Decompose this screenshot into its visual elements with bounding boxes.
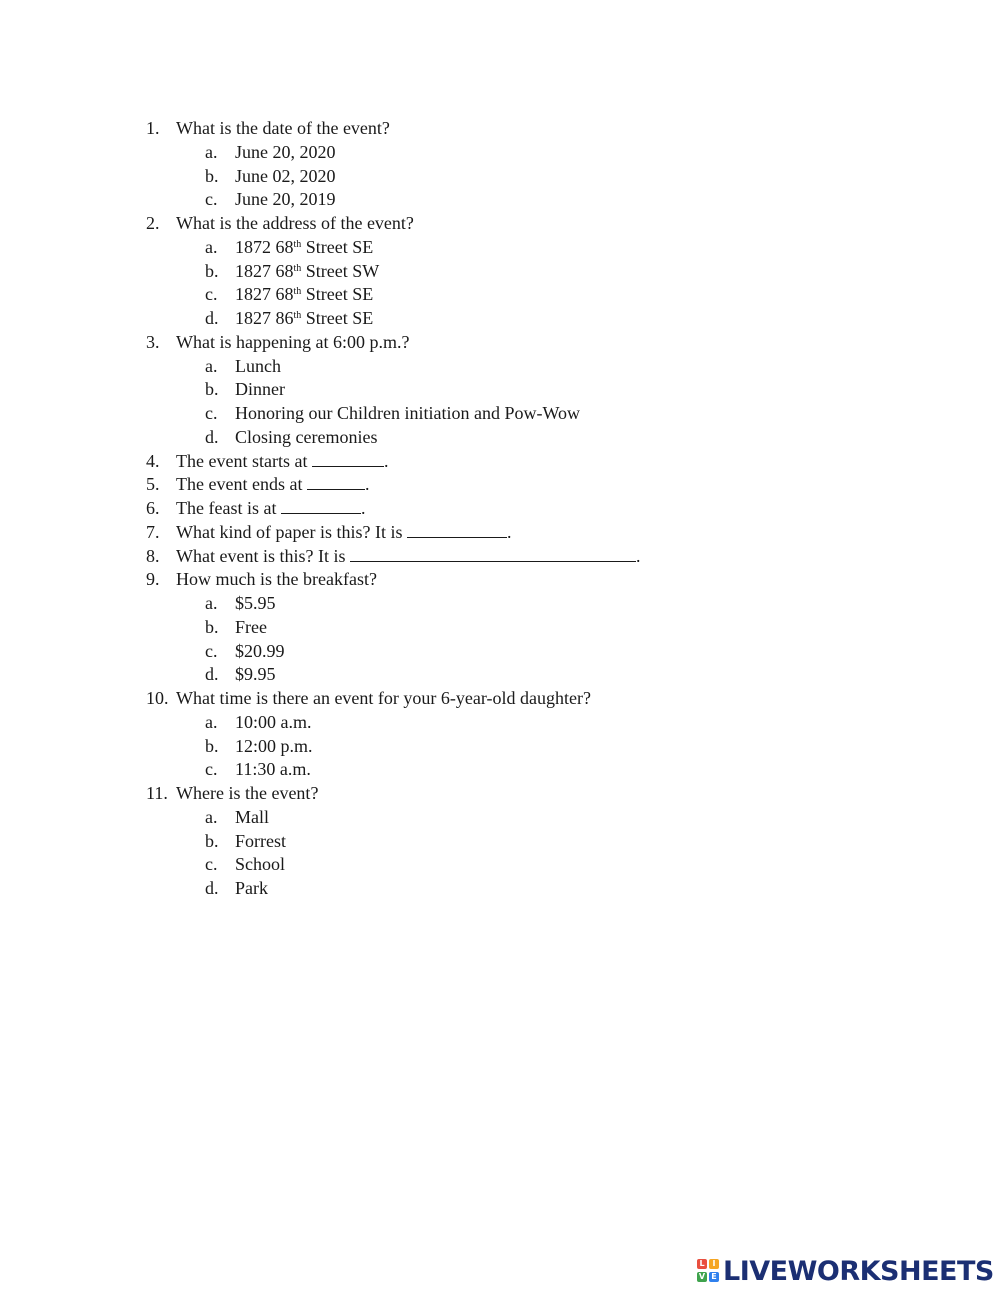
logo-cubes-icon bbox=[697, 1258, 721, 1284]
option-text[interactable]: 12:00 p.m. bbox=[235, 735, 313, 756]
question-number: 1. bbox=[146, 118, 160, 138]
option-letter: c. bbox=[205, 189, 218, 210]
option-letter: b. bbox=[205, 165, 219, 186]
question-end-punct: . bbox=[383, 450, 389, 471]
answer-blank[interactable] bbox=[307, 475, 365, 490]
option-text-main: 1872 68 bbox=[235, 236, 294, 257]
option-text[interactable] bbox=[235, 282, 373, 306]
option-letter: a. bbox=[205, 806, 218, 827]
option-text[interactable] bbox=[235, 259, 379, 283]
option-letter: b. bbox=[205, 379, 219, 400]
option-text[interactable]: Lunch bbox=[235, 355, 281, 376]
question-end-punct: . bbox=[506, 521, 512, 542]
question-label: What event is this? It is bbox=[176, 545, 346, 566]
option-text[interactable] bbox=[235, 235, 373, 259]
question-label: What is the address of the event? bbox=[176, 213, 414, 233]
option-text-rest: Street SE bbox=[301, 284, 374, 305]
option-text[interactable]: Closing ceremonies bbox=[235, 426, 378, 447]
question-number: 2. bbox=[146, 213, 160, 233]
option-letter: a. bbox=[205, 593, 218, 613]
question-text bbox=[176, 472, 369, 496]
question-text bbox=[176, 496, 365, 520]
question-end-punct: . bbox=[360, 498, 366, 518]
question-label: What kind of paper is this? It is bbox=[176, 521, 403, 542]
option-text[interactable]: Mall bbox=[235, 806, 269, 827]
question-text bbox=[176, 686, 591, 710]
option-text[interactable]: Forrest bbox=[235, 830, 286, 851]
question-label: The event starts at bbox=[176, 450, 308, 471]
option-letter: a. bbox=[205, 355, 218, 376]
option-letter: a. bbox=[205, 236, 218, 257]
question-text bbox=[176, 116, 390, 140]
question-label: The feast is at bbox=[176, 498, 277, 518]
option-text-rest: Street SE bbox=[301, 236, 374, 257]
option-text[interactable]: 10:00 a.m. bbox=[235, 711, 312, 732]
option-text[interactable]: $20.99 bbox=[235, 640, 285, 661]
logo-text: LIVEWORKSHEETS bbox=[723, 1255, 994, 1287]
option-letter: d. bbox=[205, 426, 219, 447]
option-letter: b. bbox=[205, 830, 219, 851]
answer-blank[interactable] bbox=[281, 499, 361, 514]
option-text-rest: Street SW bbox=[301, 260, 380, 281]
option-text[interactable] bbox=[235, 306, 373, 330]
option-text[interactable]: June 20, 2020 bbox=[235, 141, 336, 162]
question-text bbox=[176, 567, 377, 591]
question-number: 5. bbox=[146, 474, 160, 495]
option-letter: d. bbox=[205, 664, 219, 685]
option-letter: c. bbox=[205, 640, 218, 661]
question-text bbox=[176, 330, 409, 354]
question-number: 11. bbox=[146, 783, 168, 803]
question-text bbox=[176, 781, 318, 805]
question-label: The event ends at bbox=[176, 474, 303, 495]
option-text-main: 1827 68 bbox=[235, 284, 294, 305]
answer-blank[interactable] bbox=[312, 452, 384, 467]
option-text-main: 1827 86 bbox=[235, 308, 294, 328]
logo-cube: V bbox=[698, 1272, 706, 1281]
question-text bbox=[176, 449, 388, 473]
option-text[interactable]: Honoring our Children initiation and Pow-Wow bbox=[235, 403, 581, 423]
question-number: 6. bbox=[146, 498, 160, 518]
question-end-punct: . bbox=[635, 545, 641, 566]
logo-cube: I bbox=[709, 1259, 719, 1269]
option-letter: d. bbox=[205, 308, 219, 328]
question-number: 4. bbox=[146, 450, 160, 471]
option-text[interactable]: Dinner bbox=[235, 379, 285, 400]
option-letter: c. bbox=[205, 759, 218, 780]
logo-cube: E bbox=[709, 1272, 719, 1282]
question-number: 10. bbox=[146, 688, 169, 708]
question-label: What is the date of the event? bbox=[176, 118, 390, 138]
option-ordinal-suffix: th bbox=[293, 310, 302, 321]
answer-blank[interactable] bbox=[407, 523, 507, 538]
option-text[interactable]: School bbox=[235, 854, 286, 875]
option-text[interactable]: $9.95 bbox=[235, 664, 276, 685]
question-number: 8. bbox=[146, 545, 160, 566]
option-ordinal-suffix: th bbox=[293, 286, 302, 298]
option-letter: c. bbox=[205, 403, 218, 423]
logo-cube: L bbox=[697, 1259, 707, 1269]
option-ordinal-suffix: th bbox=[293, 238, 302, 250]
option-text[interactable]: 11:30 a.m. bbox=[235, 759, 311, 780]
question-end-punct: . bbox=[364, 474, 370, 495]
option-letter: a. bbox=[205, 711, 218, 732]
option-letter: d. bbox=[205, 878, 219, 898]
question-number: 3. bbox=[146, 331, 160, 352]
option-text[interactable]: $5.95 bbox=[235, 593, 276, 613]
option-text[interactable]: June 02, 2020 bbox=[235, 165, 336, 186]
question-label: Where is the event? bbox=[176, 783, 319, 803]
option-text[interactable]: Free bbox=[235, 616, 267, 637]
question-text bbox=[176, 211, 414, 235]
question-label: What is happening at 6:00 p.m.? bbox=[176, 331, 410, 352]
option-letter: c. bbox=[205, 284, 218, 305]
option-text-main: 1827 68 bbox=[235, 260, 294, 281]
question-label: How much is the breakfast? bbox=[176, 569, 377, 590]
question-text bbox=[176, 544, 640, 568]
option-letter: a. bbox=[205, 141, 218, 162]
option-letter: b. bbox=[205, 260, 219, 281]
option-letter: c. bbox=[205, 854, 218, 875]
answer-blank[interactable] bbox=[350, 547, 636, 562]
question-label: What time is there an event for your 6-year-old daughter? bbox=[176, 688, 591, 708]
question-number: 9. bbox=[146, 569, 160, 590]
option-text-rest: Street SE bbox=[301, 308, 374, 328]
option-letter: b. bbox=[205, 735, 219, 756]
question-text bbox=[176, 520, 511, 544]
option-text[interactable]: June 20, 2019 bbox=[235, 189, 336, 210]
option-text[interactable]: Park bbox=[235, 878, 268, 898]
option-ordinal-suffix: th bbox=[293, 262, 302, 274]
option-letter: b. bbox=[205, 616, 219, 637]
question-number: 7. bbox=[146, 521, 160, 542]
liveworksheets-logo bbox=[697, 1256, 994, 1286]
